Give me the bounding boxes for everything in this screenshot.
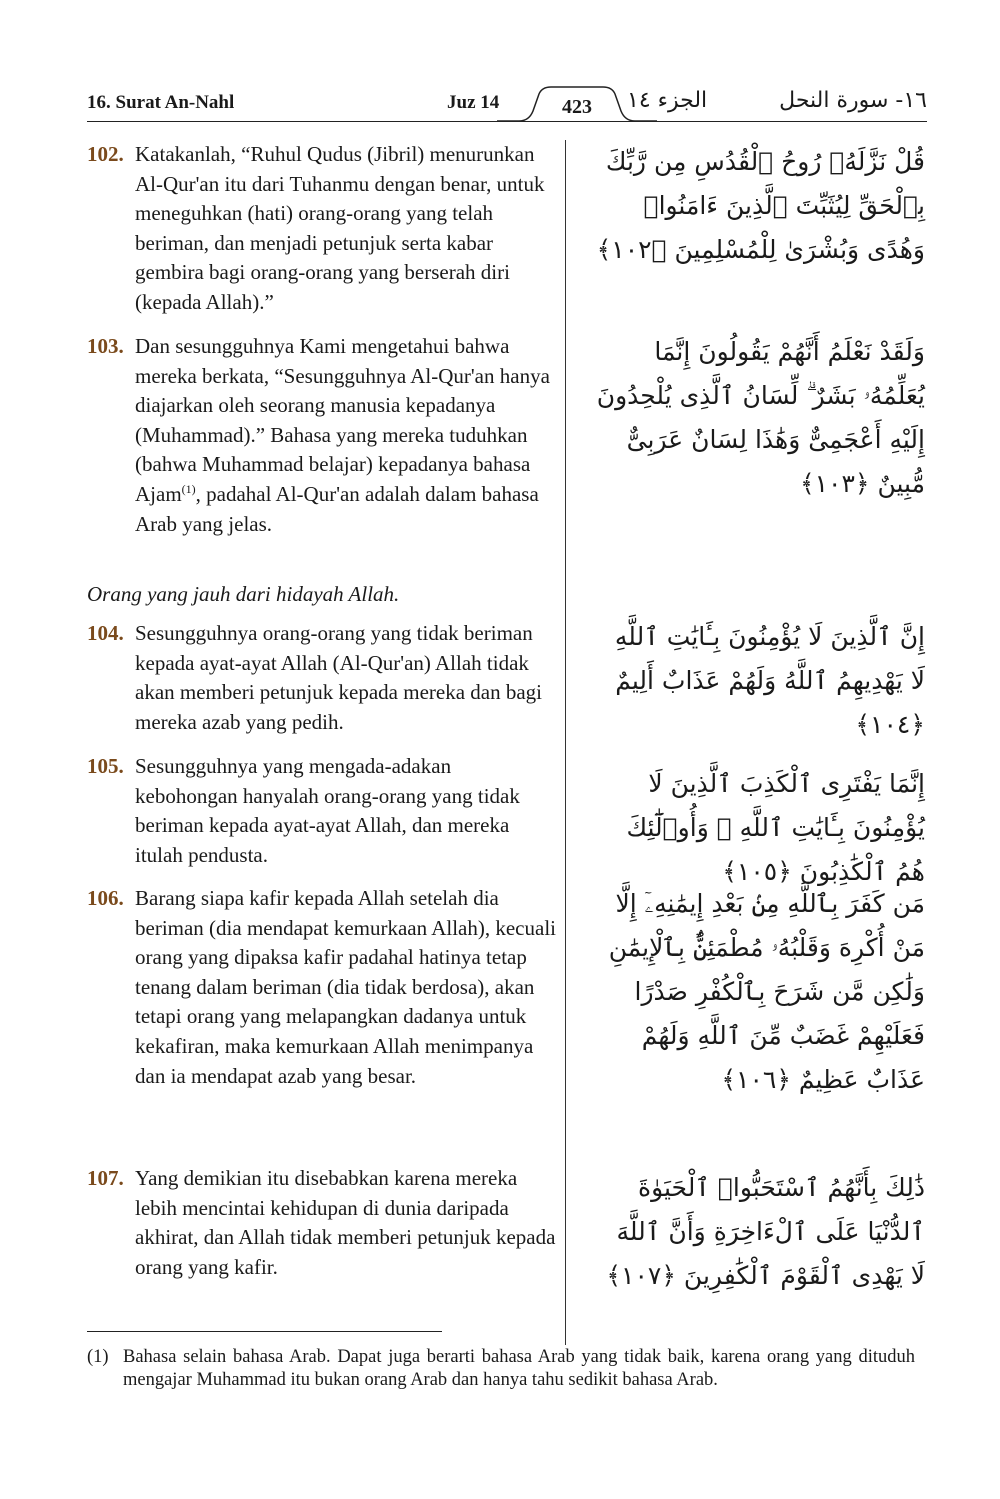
verse-107-translation [87, 1164, 557, 1282]
verse-103-arabic: وَلَقَدْ نَعْلَمُ أَنَّهُمْ يَقُولُونَ إِنَّمَا يُعَلِّمُهُۥ بَشَرٌ ۗ لِّسَانُ ٱلَّذِى يُلْحِدُونَ إِلَيْهِ أَعْجَمِىٌّ وَهَٰذَا لِسَانٌ عَرَبِىٌّ مُّبِينٌ ﴿١٠٣﴾ [596, 337, 925, 498]
juz-label: Juz 14 [447, 92, 500, 113]
verse-text-part: , padahal Al-Qur'an adalah dalam bahasa Arab yang jelas. [135, 481, 539, 536]
footnote [87, 1346, 915, 1391]
verse-106-translation [87, 884, 557, 1091]
verse-102-translation [87, 140, 557, 318]
verse-number: 102. [87, 142, 124, 166]
verse-text: Barang siapa kafir kepada Allah setelah dia beriman (dia mendapat kemurkaan Allah), kecuali orang yang dipaksa kafir padahal hatinya tetap tenang dalam beriman (dia tidak berdosa), akan tetapi orang yang melapangkan dadanya untuk kekafiran, maka kemurkaan Allah menimpanya dan ia mendapat azab yang besar. [135, 886, 556, 1088]
verse-104-arabic: إِنَّ ٱلَّذِينَ لَا يُؤْمِنُونَ بِـَٔايَٰتِ ٱللَّهِ لَا يَهْدِيهِمُ ٱللَّهُ وَلَهُمْ عَذَابٌ أَلِيمٌ ﴿١٠٤﴾ [614, 622, 925, 739]
verse-104-translation [87, 619, 557, 737]
page-header [87, 86, 927, 126]
footnote-reference[interactable]: (1) [181, 481, 196, 496]
verse-text [135, 332, 557, 539]
page-number: 423 [562, 96, 592, 118]
footnote-rule [87, 1331, 442, 1332]
section-subheading: Orang yang jauh dari hidayah Allah. [87, 582, 400, 606]
verse-106-arabic: مَن كَفَرَ بِٱللَّهِ مِنۢ بَعْدِ إِيمَٰنِهِۦٓ إِلَّا مَنْ أُكْرِهَ وَقَلْبُهُۥ مُطْمَئِنٌّۢ بِٱلْإِيمَٰنِ وَلَٰكِن مَّن شَرَحَ بِٱلْكُفْرِ صَدْرًا فَعَلَيْهِمْ غَضَبٌ مِّنَ ٱللَّهِ وَلَهُمْ عَذَابٌ عَظِيمٌ ﴿١٠٦﴾ [608, 889, 925, 1094]
verse-text: Yang demikian itu disebabkan karena mereka lebih mencintai kehidupan di dunia daripada akhirat, dan Allah tidak memberi petunjuk kepada orang yang kafir. [135, 1166, 556, 1279]
verse-103-translation [87, 332, 557, 539]
verse-105-translation [87, 752, 557, 870]
verse-number: 106. [87, 886, 124, 910]
verse-107-arabic: ذَٰلِكَ بِأَنَّهُمُ ٱسْتَحَبُّوا۟ ٱلْحَيَوٰةَ ٱلدُّنْيَا عَلَى ٱلْءَاخِرَةِ وَأَنَّ ٱللَّهَ لَا يَهْدِى ٱلْقَوْمَ ٱلْكَٰفِرِينَ ﴿١٠٧﴾ [606, 1173, 925, 1290]
verse-text: Sesungguhnya yang mengada-adakan kebohongan hanyalah orang-orang yang tidak beriman kepada ayat-ayat Allah, dan mereka itulah pendusta. [135, 754, 520, 867]
arabic-juz-label: الجزء ١٤ [627, 88, 708, 113]
verse-number: 104. [87, 621, 124, 645]
verse-105-arabic: إِنَّمَا يَفْتَرِى ٱلْكَذِبَ ٱلَّذِينَ لَا يُؤْمِنُونَ بِـَٔايَٰتِ ٱللَّهِ ۖ وَأُو۟لَٰٓئِكَ هُمُ ٱلْكَٰذِبُونَ ﴿١٠٥﴾ [626, 769, 925, 886]
column-divider [565, 140, 566, 1345]
verse-text-part: Dan sesungguhnya Kami mengetahui bahwa mereka berkata, “Sesungguhnya Al-Qur'an hanya diajarkan oleh seorang manusia kepadanya (Muhammad).” Bahasa yang mereka tuduhkan (bahwa Muhammad belajar) kepadanya bahasa Ajam [135, 334, 550, 506]
verse-number: 103. [87, 334, 124, 358]
arabic-surah-title: ١٦- سورة النحل [779, 88, 927, 113]
verse-102-arabic: قُلْ نَزَّلَهُۥ رُوحُ ٱلْقُدُسِ مِن رَّبِّكَ بِٱلْحَقِّ لِيُثَبِّتَ ٱلَّذِينَ ءَامَنُوا۟ وَهُدًى وَبُشْرَىٰ لِلْمُسْلِمِينَ ﴿١٠٢﴾ [596, 147, 925, 264]
verse-text: Katakanlah, “Ruhul Qudus (Jibril) menurunkan Al-Qur'an itu dari Tuhanmu dengan benar, untuk meneguhkan (hati) orang-orang yang telah beriman, dan menjadi petunjuk serta kabar gembira bagi orang-orang yang berserah diri (kepada Allah).” [135, 142, 545, 314]
surah-title: 16. Surat An-Nahl [87, 92, 235, 113]
footnote-text: Bahasa selain bahasa Arab. Dapat juga berarti bahasa Arab yang tidak baik, karena orang yang dituduh mengajar Muhammad itu bukan orang Arab dan hanya tahu sedikit bahasa Arab. [123, 1347, 915, 1390]
verse-text: Sesungguhnya orang-orang yang tidak beriman kepada ayat-ayat Allah (Al-Qur'an) Allah tidak akan memberi petunjuk kepada mereka dan bagi mereka azab yang pedih. [135, 621, 542, 734]
verse-number: 107. [87, 1166, 124, 1190]
footnote-mark: (1) [87, 1347, 109, 1367]
verse-number: 105. [87, 754, 124, 778]
